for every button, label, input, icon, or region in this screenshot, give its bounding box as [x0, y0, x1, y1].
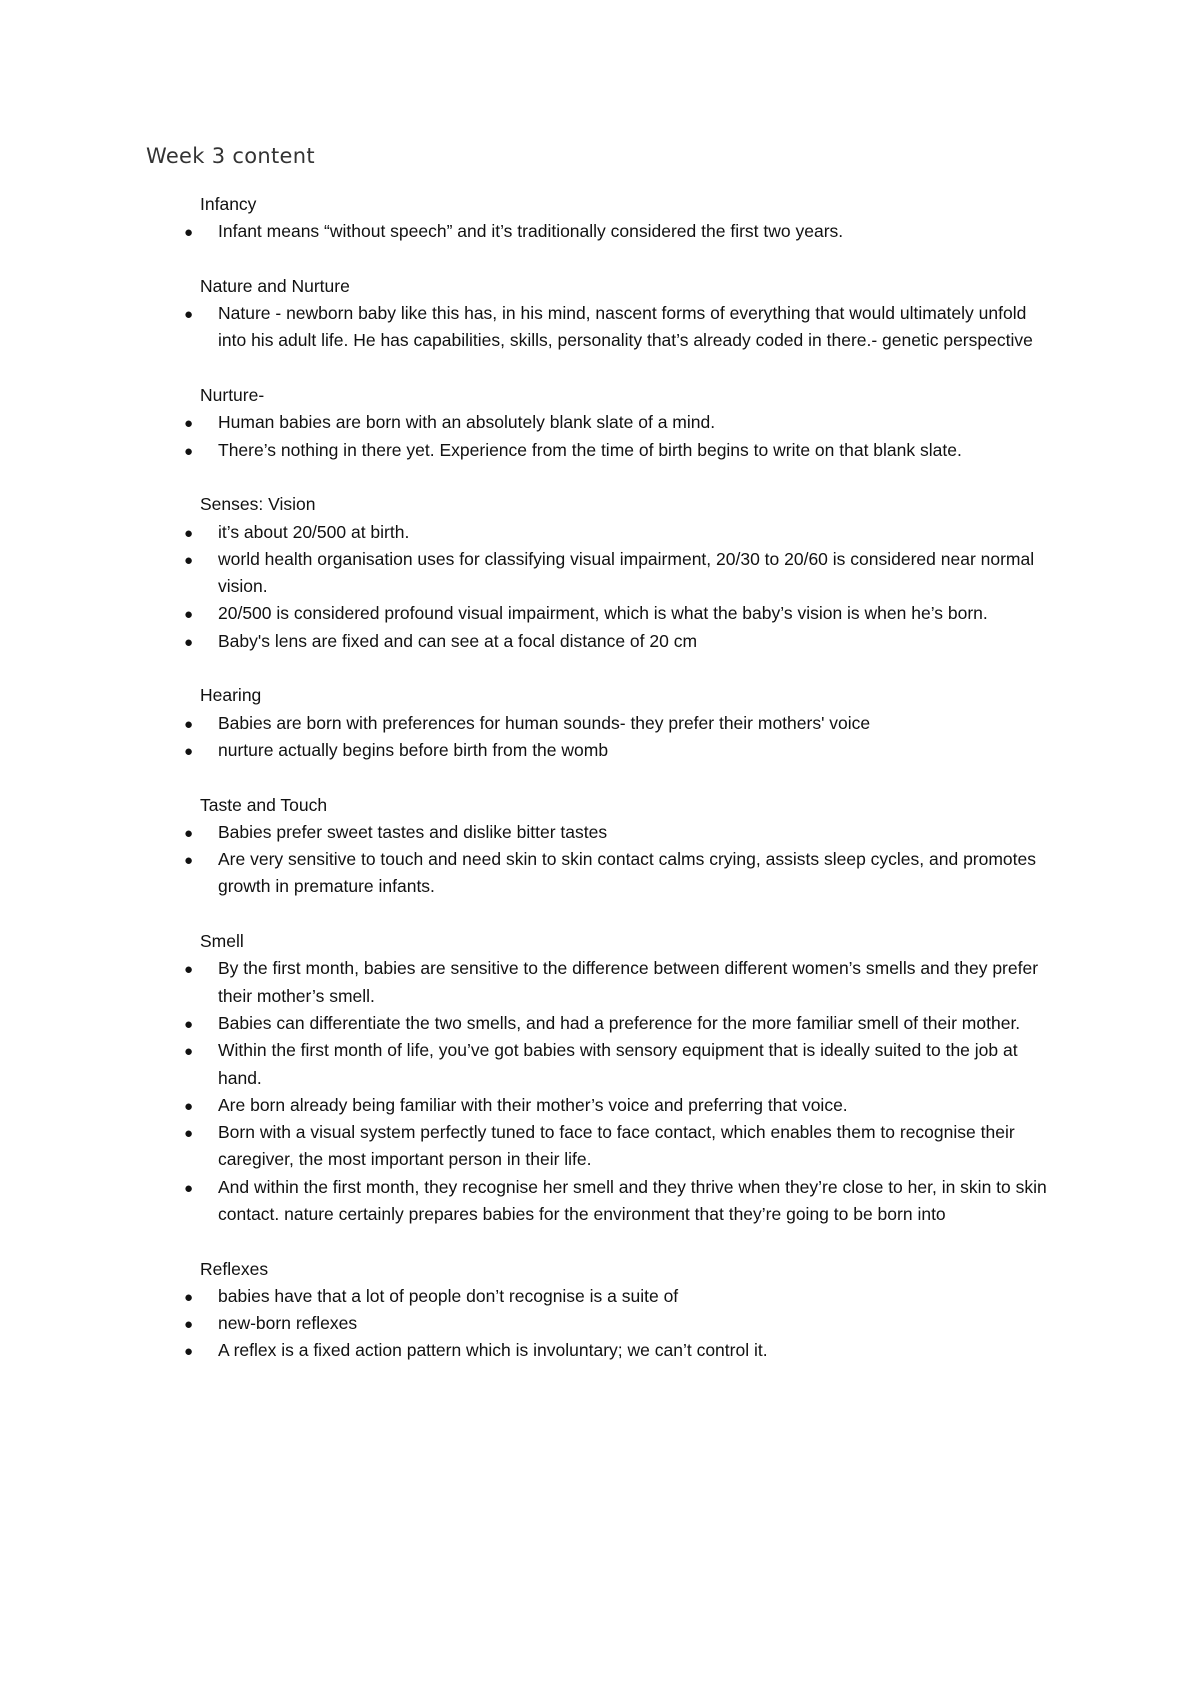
bullet-dot-icon: ●: [184, 715, 194, 733]
bullet-text: world health organisation uses for classifying visual impairment, 20/30 to 20/60 is considered near normal vision.: [218, 548, 1035, 597]
bullet-dot-icon: ●: [184, 1343, 194, 1361]
bullet-text: Are very sensitive to touch and need skin to skin contact calms crying, assists sleep cycles, and promotes growth in premature infants.: [218, 849, 1037, 897]
bullet-dot-icon: ●: [184, 852, 194, 870]
document-body: [178, 191, 1078, 1392]
bullet-list: [178, 819, 1078, 901]
bullet-dot-icon: ●: [184, 224, 194, 242]
section-heading: Nature and Nurture: [200, 275, 350, 296]
bullet-text: Babies are born with preferences for human sounds- they prefer their mothers' voice: [218, 712, 871, 733]
bullet-item: [178, 737, 1078, 764]
section-heading: Nurture-: [200, 385, 265, 406]
bullet-dot-icon: ●: [184, 961, 194, 979]
section-heading: Senses: Vision: [200, 494, 316, 515]
bullet-text: Babies prefer sweet tastes and dislike bitter tastes: [218, 821, 608, 842]
bullet-dot-icon: ●: [184, 1125, 194, 1143]
section: [178, 491, 1078, 655]
bullet-item: [178, 955, 1078, 1010]
bullet-item: [178, 1174, 1078, 1229]
section: [178, 928, 1078, 1228]
section: [178, 382, 1078, 464]
bullet-dot-icon: ●: [184, 415, 194, 433]
bullet-item: [178, 846, 1078, 901]
bullet-dot-icon: ●: [184, 442, 194, 460]
bullet-dot-icon: ●: [184, 633, 194, 651]
bullet-text: Are born already being familiar with their mother’s voice and preferring that voice.: [218, 1094, 848, 1115]
bullet-item: [178, 1310, 1078, 1337]
bullet-item: [178, 1283, 1078, 1310]
bullet-dot-icon: ●: [184, 1316, 194, 1334]
bullet-dot-icon: ●: [184, 1288, 194, 1306]
bullet-text: Baby's lens are fixed and can see at a focal distance of 20 cm: [218, 630, 698, 651]
bullet-dot-icon: ●: [184, 551, 194, 569]
bullet-item: [178, 1119, 1078, 1174]
bullet-dot-icon: ●: [184, 524, 194, 542]
bullet-list: [178, 218, 1078, 245]
bullet-text: 20/500 is considered profound visual impairment, which is what the baby’s vision is when he’s born.: [218, 603, 988, 624]
bullet-item: [178, 218, 1078, 245]
bullet-text: new-born reflexes: [218, 1313, 358, 1334]
bullet-list: [178, 409, 1078, 464]
bullet-text: nurture actually begins before birth from the womb: [218, 739, 609, 760]
bullet-text: it’s about 20/500 at birth.: [218, 521, 410, 542]
bullet-item: [178, 1092, 1078, 1119]
bullet-item: [178, 600, 1078, 627]
bullet-item: [178, 1010, 1078, 1037]
bullet-text: Nature - newborn baby like this has, in his mind, nascent forms of everything that would ultimately unfold into his adult life. He has capabilities, skills, personality that’s already coded in there.- genetic perspective: [218, 303, 1033, 351]
section-heading: Infancy: [200, 194, 257, 214]
section-heading: Taste and Touch: [200, 794, 328, 815]
bullet-dot-icon: ●: [184, 306, 194, 324]
bullet-dot-icon: ●: [184, 1043, 194, 1061]
section: [178, 273, 1078, 355]
bullet-list: [178, 955, 1078, 1228]
section: [178, 792, 1078, 901]
bullet-dot-icon: ●: [184, 1015, 194, 1033]
bullet-text: By the first month, babies are sensitive to the difference between different women’s smells and they prefer their mother’s smell.: [218, 958, 1039, 1006]
bullet-list: [178, 1283, 1078, 1365]
bullet-text: Within the first month of life, you’ve got babies with sensory equipment that is ideally suited to the job at hand.: [218, 1040, 1018, 1088]
bullet-text: Infant means “without speech” and it’s traditionally considered the first two years.: [218, 221, 844, 242]
bullet-text: There’s nothing in there yet. Experience from the time of birth begins to write on that blank slate.: [218, 439, 962, 460]
bullet-dot-icon: ●: [184, 1179, 194, 1197]
bullet-text: Human babies are born with an absolutely blank slate of a mind.: [218, 412, 716, 433]
bullet-item: [178, 409, 1078, 436]
section: [178, 682, 1078, 764]
bullet-text: Babies can differentiate the two smells, and had a preference for the more familiar smell of their mother.: [218, 1012, 1021, 1033]
bullet-item: [178, 710, 1078, 737]
bullet-item: [178, 437, 1078, 464]
bullet-item: [178, 628, 1078, 655]
section: [178, 1256, 1078, 1365]
section-heading: Reflexes: [200, 1258, 269, 1279]
bullet-list: [178, 519, 1078, 655]
bullet-text: A reflex is a fixed action pattern which is involuntary; we can’t control it.: [218, 1340, 768, 1361]
section-heading: Smell: [200, 931, 244, 952]
bullet-item: [178, 1037, 1078, 1092]
bullet-text: And within the first month, they recognise her smell and they thrive when they’re close to her, in skin to skin contact. nature certainly prepares babies for the environment that they’re going to be born into: [218, 1176, 1047, 1224]
bullet-item: [178, 300, 1078, 355]
bullet-dot-icon: ●: [184, 824, 194, 842]
document-title: Week 3 content: [146, 144, 315, 168]
section-heading: Hearing: [200, 685, 262, 706]
bullet-dot-icon: ●: [184, 1097, 194, 1115]
bullet-text: Born with a visual system perfectly tuned to face to face contact, which enables them to recognise their caregiver, the most important person in their life.: [218, 1122, 1015, 1170]
bullet-text: babies have that a lot of people don’t recognise is a suite of: [218, 1285, 679, 1306]
bullet-dot-icon: ●: [184, 606, 194, 624]
bullet-item: [178, 519, 1078, 546]
bullet-item: [178, 1337, 1078, 1364]
bullet-list: [178, 710, 1078, 765]
bullet-dot-icon: ●: [184, 742, 194, 760]
bullet-item: [178, 546, 1078, 601]
bullet-list: [178, 300, 1078, 355]
bullet-item: [178, 819, 1078, 846]
section: [178, 191, 1078, 246]
